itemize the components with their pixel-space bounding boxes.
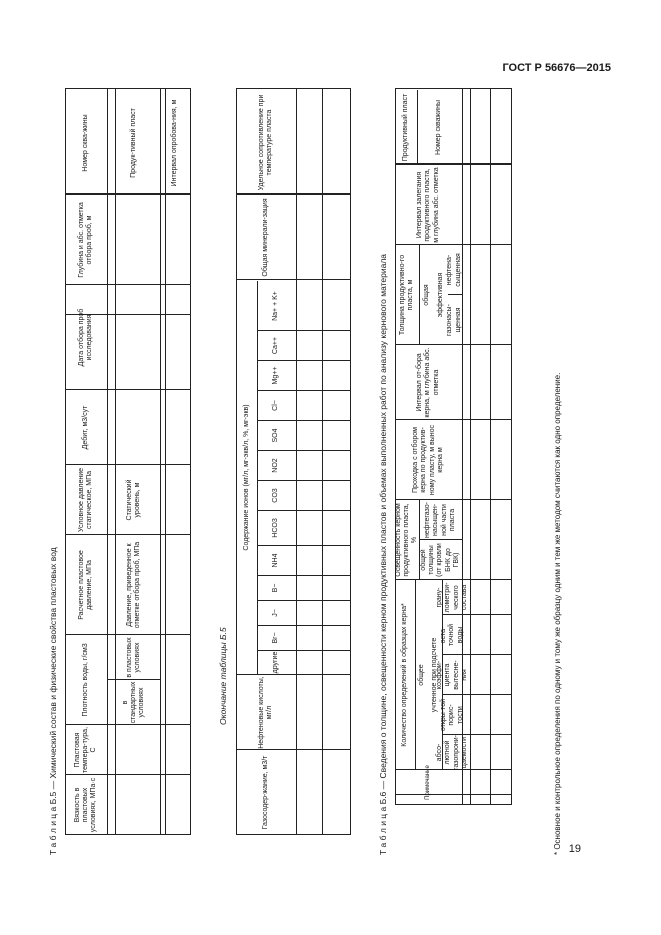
b5-grid xyxy=(65,774,190,775)
b6-h-thickness: Толщина продуктивно-го пласта, м xyxy=(398,254,414,336)
b6-h-samples-inc: учтенное при подсчете xyxy=(430,637,438,713)
ion-j: J− xyxy=(272,609,280,617)
footnote: * Основное и контрольное определения по одному и тому же образцу одним и тем же методом считаются как одно определение. xyxy=(553,372,562,855)
b5c-grid xyxy=(296,89,297,835)
b5-h-productive: Продук-тивный пласт xyxy=(129,108,137,178)
page-number: 19 xyxy=(568,843,581,855)
b5c-h-ions: Содержание ионов (мг/л, мг-экв/л, %, мг-экв) xyxy=(242,404,250,551)
b5-grid xyxy=(65,534,190,535)
b6-grid xyxy=(395,499,511,500)
b6-h-grain: грану-лометри-ческого состава xyxy=(436,582,468,613)
b6-grid xyxy=(395,419,511,420)
b5c-grid xyxy=(257,625,350,626)
b5-h-interval: Интервал опробова-ния, м xyxy=(170,99,178,187)
b5c-grid xyxy=(236,279,350,280)
b5c-grid xyxy=(322,89,323,835)
b5c-grid xyxy=(257,650,350,651)
b6-h-gas-sat: газонасы-щенная xyxy=(446,304,462,336)
b6-grid xyxy=(470,89,471,805)
b5-h-depth: Глубина и абс. отметка отбора проб, м xyxy=(77,202,93,278)
b5-h-level-bottom: Статический уровень, м xyxy=(125,479,141,521)
b6-h-well: Номер скважины xyxy=(434,99,442,156)
ion-so4: SO4 xyxy=(272,428,280,443)
table-b5-caption: Т а б л и ц а Б.5 — Химический состав и физические свойства пластовых вод xyxy=(48,547,58,855)
b5-h-date: Дата отбора проб исследования xyxy=(77,308,93,367)
ion-hco3: HCO3 xyxy=(272,518,280,538)
b5-grid xyxy=(65,284,190,285)
b6-h-coverage: Освещенность керном продуктивного пласта, % xyxy=(394,503,419,577)
b5-grid xyxy=(107,679,160,680)
b6-h-productive: Продуктивный пласт xyxy=(401,93,409,162)
b6-grid xyxy=(490,89,491,805)
b6-h-abs-perm: абсо-лютной газопрони-цаемости xyxy=(436,735,468,770)
b5c-grid xyxy=(236,749,350,750)
b5c-grid xyxy=(257,510,350,511)
b5c-h-oil: Нефтеновые кислоты, мг/л xyxy=(257,676,273,749)
ion-other: другие xyxy=(272,651,280,674)
b5-grid xyxy=(65,634,190,635)
b5c-grid xyxy=(257,390,350,391)
b6-h-samples-total: общее xyxy=(417,664,425,686)
table-b5-cont-caption: Окончание таблицы Б.5 xyxy=(218,627,228,725)
b6-grid xyxy=(442,694,511,695)
b5-h-well: Номер сква-жины xyxy=(81,114,89,172)
b5-h-debit: Дебит, м3/сут xyxy=(81,405,89,450)
ion-b: B− xyxy=(272,583,280,593)
b6-h-effective: эффективная xyxy=(436,272,444,318)
b5-h-density-res: в пластовых условиях xyxy=(125,637,141,678)
table-b6-caption: Т а б л и ц а Б.6 — Сведения о толщине, освещенности керном продуктивных пластов и объемах выполненных работ по анализу кернового материала xyxy=(378,253,388,855)
b5-h-density: Плотность воды, г/см3 xyxy=(81,643,89,717)
b6-h-open-por: откры-той порис-тости xyxy=(440,698,464,732)
b6-grid xyxy=(419,539,462,540)
b5c-grid xyxy=(257,600,350,601)
ion-ca: Ca++ xyxy=(272,336,280,355)
b6-h-residual: оста-точной воды xyxy=(440,623,464,647)
b5c-grid xyxy=(257,545,350,546)
b6-h-cov-total: общей толщины (от кровли БНК до ГВК) xyxy=(419,543,460,577)
b6-grid xyxy=(395,794,511,795)
b5-grid xyxy=(65,464,190,465)
b5c-h-gas: Газосодер-жание, м3/т xyxy=(261,755,269,830)
ion-cl: Cl− xyxy=(272,400,280,411)
b6-grid xyxy=(448,294,462,295)
ion-na-k: Na+ + K+ xyxy=(272,291,280,321)
document-code: ГОСТ Р 56676—2015 xyxy=(502,62,611,74)
b6-grid xyxy=(442,614,511,615)
b5-h-temperature: Пластовая темпера-тура, С xyxy=(73,726,98,774)
b5c-grid xyxy=(257,450,350,451)
b5c-grid xyxy=(257,360,350,361)
b6-h-application: Примечание xyxy=(424,765,431,800)
b5-h-density-std: в стандартных условиях xyxy=(121,681,146,724)
b5c-h-resistivity: Удельное сопротивление при температуре пласта xyxy=(257,94,273,191)
ion-no2: NO2 xyxy=(272,458,280,473)
b5c-grid xyxy=(257,420,350,421)
b6-grid xyxy=(442,654,511,655)
b6-h-coef: коэффи-циента вытесне-ния xyxy=(436,660,468,690)
b5-h-calc-pressure: Расчетное пластовое давление, МПа xyxy=(77,550,93,620)
b5c-h-mineral: Общая минерали-зация xyxy=(261,198,269,277)
b6-h-oil-sat: нефтена-сыщенная xyxy=(446,253,462,287)
b6-h-samples: Количество определений в образцах керна* xyxy=(400,603,408,747)
b5-grid xyxy=(65,724,190,725)
b6-h-cov-oil: нефтегазо-насыщен-ной части пласта xyxy=(424,502,456,538)
ion-br: Br− xyxy=(272,632,280,644)
b5c-grid xyxy=(236,674,350,675)
b5-h-viscosity: Вязкость в пластовых условиях, МПа·с xyxy=(73,777,98,833)
b6-h-total: общая xyxy=(422,284,430,306)
b5-h-reduced-pressure: Давление, приведенное к отметке отбора проб, МПа xyxy=(125,541,141,629)
ion-co3: CO3 xyxy=(272,488,280,503)
b6-grid xyxy=(395,244,511,245)
b6-grid xyxy=(395,344,511,345)
b5c-grid xyxy=(257,480,350,481)
ion-mg: Mg++ xyxy=(272,366,280,385)
b6-grid xyxy=(395,579,511,580)
b6-h-penetration: Проходка с отбором керна по продуктив-ному пласту, м вынос керна м xyxy=(412,424,444,496)
b6-h-core-interval: Интервал от-бора керна, м глубина абс. отметка xyxy=(416,347,440,418)
b6-h-application-wrap xyxy=(396,796,510,804)
b6-h-interval: Интервал залегания продуктивного пласта, м глубина абс. отметка xyxy=(416,167,440,243)
b6-grid xyxy=(417,90,418,164)
b5-h-level-top: Условное давление статическое, МПа xyxy=(77,467,93,533)
b5c-grid xyxy=(257,330,350,331)
ion-nh4: NH4 xyxy=(272,553,280,568)
b5c-grid xyxy=(257,575,350,576)
b5-grid xyxy=(65,389,190,390)
